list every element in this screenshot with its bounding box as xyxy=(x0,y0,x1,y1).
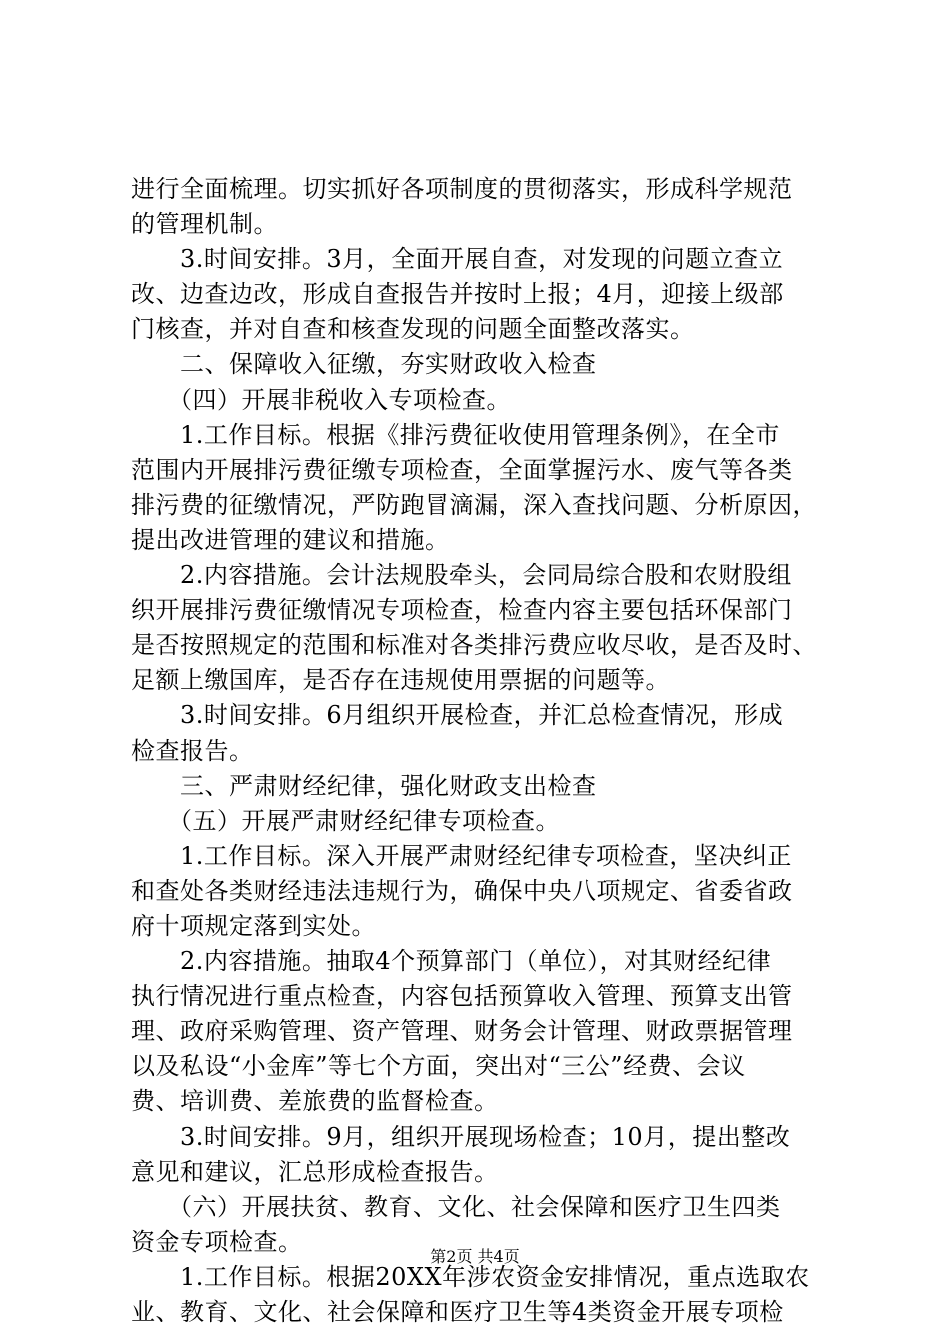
text-line: 检查报告。 xyxy=(131,736,254,765)
text-line: 以及私设“小金库”等七个方面，突出对“三公”经费、会议 xyxy=(131,1052,746,1081)
subsection-heading: （五）开展严肃财经纪律专项检查。 xyxy=(131,806,560,835)
subsection-heading: （六）开展扶贫、教育、文化、社会保障和医疗卫生四类 xyxy=(131,1192,781,1221)
text-line: 1.工作目标。根据《排污费征收使用管理条例》，在全市 xyxy=(131,420,780,449)
text-line: 足额上缴国库，是否存在违规使用票据的问题等。 xyxy=(131,666,670,695)
text-line: 意见和建议，汇总形成检查报告。 xyxy=(131,1157,499,1186)
text-line: 府十项规定落到实处。 xyxy=(131,911,376,940)
text-line: 进行全面梳理。切实抓好各项制度的贯彻落实，形成科学规范 xyxy=(131,175,793,203)
section-heading: 三、严肃财经纪律，强化财政支出检查 xyxy=(131,771,597,800)
document-body xyxy=(131,172,835,1330)
page-footer: 第2页 共4页 xyxy=(430,1247,520,1266)
text-line: 和查处各类财经违法违规行为，确保中央八项规定、省委省政 xyxy=(131,876,793,905)
text-line: 3.时间安排。3月，全面开展自查，对发现的问题立查立 xyxy=(131,245,784,274)
section-heading: 二、保障收入征缴，夯实财政收入检查 xyxy=(131,350,597,379)
text-line: 的管理机制。 xyxy=(131,210,278,239)
text-line: 2.内容措施。会计法规股牵头，会同局综合股和农财股组 xyxy=(131,561,792,590)
text-line: 理、政府采购管理、资产管理、财务会计管理、财政票据管理 xyxy=(131,1017,793,1046)
text-line: 资金专项检查。 xyxy=(131,1227,303,1256)
text-line: 费、培训费、差旅费的监督检查。 xyxy=(131,1087,499,1116)
text-line: 1.工作目标。深入开展严肃财经纪律专项检查，坚决纠正 xyxy=(131,841,792,870)
text-line: 是否按照规定的范围和标准对各类排污费应收尽收，是否及时、 xyxy=(131,631,817,660)
text-line: 范围内开展排污费征缴专项检查，全面掌握污水、废气等各类 xyxy=(131,455,793,484)
text-line: 执行情况进行重点检查，内容包括预算收入管理、预算支出管 xyxy=(131,982,793,1011)
text-line: 织开展排污费征缴情况专项检查，检查内容主要包括环保部门 xyxy=(131,596,793,625)
subsection-heading: （四）开展非税收入专项检查。 xyxy=(131,385,511,414)
text-line: 业、教育、文化、社会保障和医疗卫生等4类资金开展专项检 xyxy=(131,1298,784,1326)
text-line: 提出改进管理的建议和措施。 xyxy=(131,525,450,554)
text-line: 改、边查边改，形成自查报告并按时上报；4月，迎接上级部 xyxy=(131,280,784,309)
text-line: 门核查，并对自查和核查发现的问题全面整改落实。 xyxy=(131,315,695,344)
text-line: 3.时间安排。9月，组织开展现场检查；10月，提出整改 xyxy=(131,1122,791,1151)
text-line: 3.时间安排。6月组织开展检查，并汇总检查情况，形成 xyxy=(131,701,784,730)
text-line: 1.工作目标。根据20XX年涉农资金安排情况，重点选取农 xyxy=(131,1262,810,1291)
text-line: 2.内容措施。抽取4个预算部门（单位），对其财经纪律 xyxy=(131,947,772,976)
text-line: 排污费的征缴情况，严防跑冒滴漏，深入查找问题、分析原因， xyxy=(131,490,817,519)
